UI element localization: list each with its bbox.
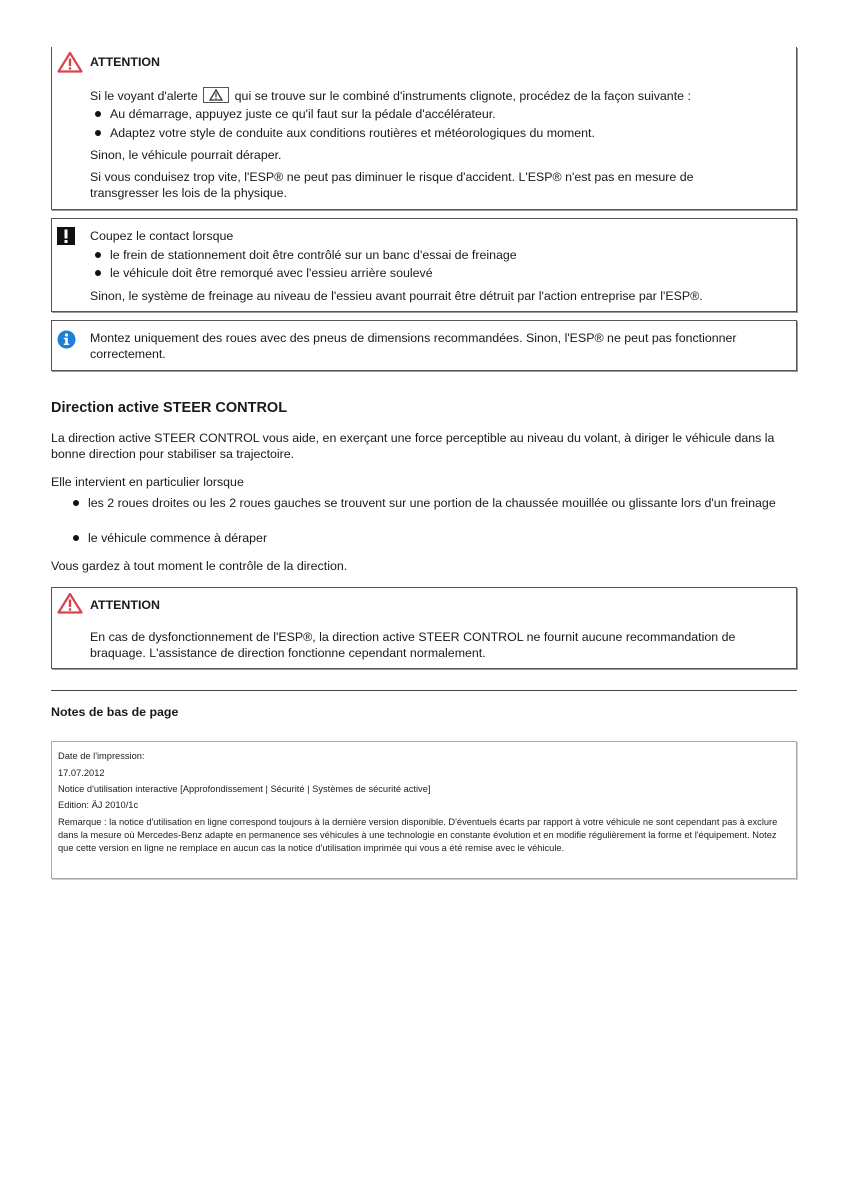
list-item: le véhicule doit être remorqué avec l'essieu arrière soulevé (110, 265, 433, 281)
warning-box (51, 587, 797, 669)
warning-triangle-icon (57, 51, 83, 76)
warning-title: ATTENTION (90, 55, 160, 69)
warning-text: En cas de dysfonctionnement de l'ESP®, la direction active STEER CONTROL ne fournit aucune recommandation de braquage. L'assistance de direction fonctionne cependant normalement. (90, 630, 736, 660)
list-item: Au démarrage, appuyez juste ce qu'il faut sur la pédale d'accélérateur. (110, 106, 496, 122)
divider (51, 690, 797, 691)
footnotes-heading: Notes de bas de page (51, 705, 179, 719)
caution-box (51, 218, 797, 312)
list-item: les 2 roues droites ou les 2 roues gauches se trouvent sur une portion de la chaussée mouillée ou glissante lors d'un freinage (88, 495, 788, 511)
section-paragraph: La direction active STEER CONTROL vous aide, en exerçant une force perceptible au niveau du volant, à diriger le véhicule dans la bonne direction pour stabiliser sa trajectoire. (51, 431, 775, 461)
bullet-icon (95, 252, 101, 258)
list-item: Adaptez votre style de conduite aux conditions routières et météorologiques du moment. (110, 125, 595, 141)
print-date: 17.07.2012 (58, 768, 105, 778)
info-text: Montez uniquement des roues avec des pneus de dimensions recommandées. Sinon, l'ESP® ne peut pas fonctionner correctement. (90, 331, 737, 361)
edition: Edition: ÄJ 2010/1c (58, 800, 139, 810)
caution-paragraph: Sinon, le système de freinage au niveau de l'essieu avant pourrait être détruit par l'action entreprise par l'ESP®. (90, 289, 703, 303)
bullet-icon (73, 500, 79, 506)
warning-box (51, 47, 797, 210)
warning-paragraph: Sinon, le véhicule pourrait déraper. (90, 148, 282, 162)
info-box (51, 320, 797, 371)
warning-triangle-icon (57, 592, 83, 617)
footnotes-box (51, 741, 797, 879)
warning-intro: Si le voyant d'alerte qui se trouve sur le combiné d'instruments clignote, procédez de la façon suivante : (90, 89, 691, 103)
warning-title: ATTENTION (90, 598, 160, 612)
list-item: le frein de stationnement doit être contrôlé sur un banc d'essai de freinage (110, 247, 517, 263)
breadcrumb: Notice d'utilisation interactive [Approfondissement | Sécurité | Systèmes de sécurité active] (58, 784, 431, 794)
bullet-icon (95, 270, 101, 276)
warning-paragraph: Si vous conduisez trop vite, l'ESP® ne peut pas diminuer le risque d'accident. L'ESP® n'est pas en mesure de transgresser les lois de la physique. (90, 170, 694, 200)
exclamation-icon (57, 227, 75, 248)
caution-intro: Coupez le contact lorsque (90, 229, 234, 243)
remark: Remarque : la notice d'utilisation en ligne correspond toujours à la dernière version disponible. D'éventuels écarts par rapport à votre véhicule ne sont cependant pas à exclure dans la mesure où Mercedes-Benz adapte en permanence ses véhicules à une technologie en constante évolution et en modifie régulièrement la forme et l'équipement. Notez que cette version en ligne ne remplace en aucun cas la notice d'utilisation imprimée qui vous a été remise avec le véhicule. (58, 817, 778, 853)
section-heading: Direction active STEER CONTROL (51, 400, 288, 416)
list-item: le véhicule commence à déraper (88, 530, 267, 546)
warning-lamp-icon (203, 87, 229, 103)
bullet-icon (95, 111, 101, 117)
print-date-label: Date de l'impression: (58, 751, 145, 761)
section-paragraph: Vous gardez à tout moment le contrôle de la direction. (51, 559, 348, 573)
info-icon (57, 330, 76, 352)
section-paragraph: Elle intervient en particulier lorsque (51, 475, 244, 489)
bullet-icon (73, 535, 79, 541)
bullet-icon (95, 130, 101, 136)
